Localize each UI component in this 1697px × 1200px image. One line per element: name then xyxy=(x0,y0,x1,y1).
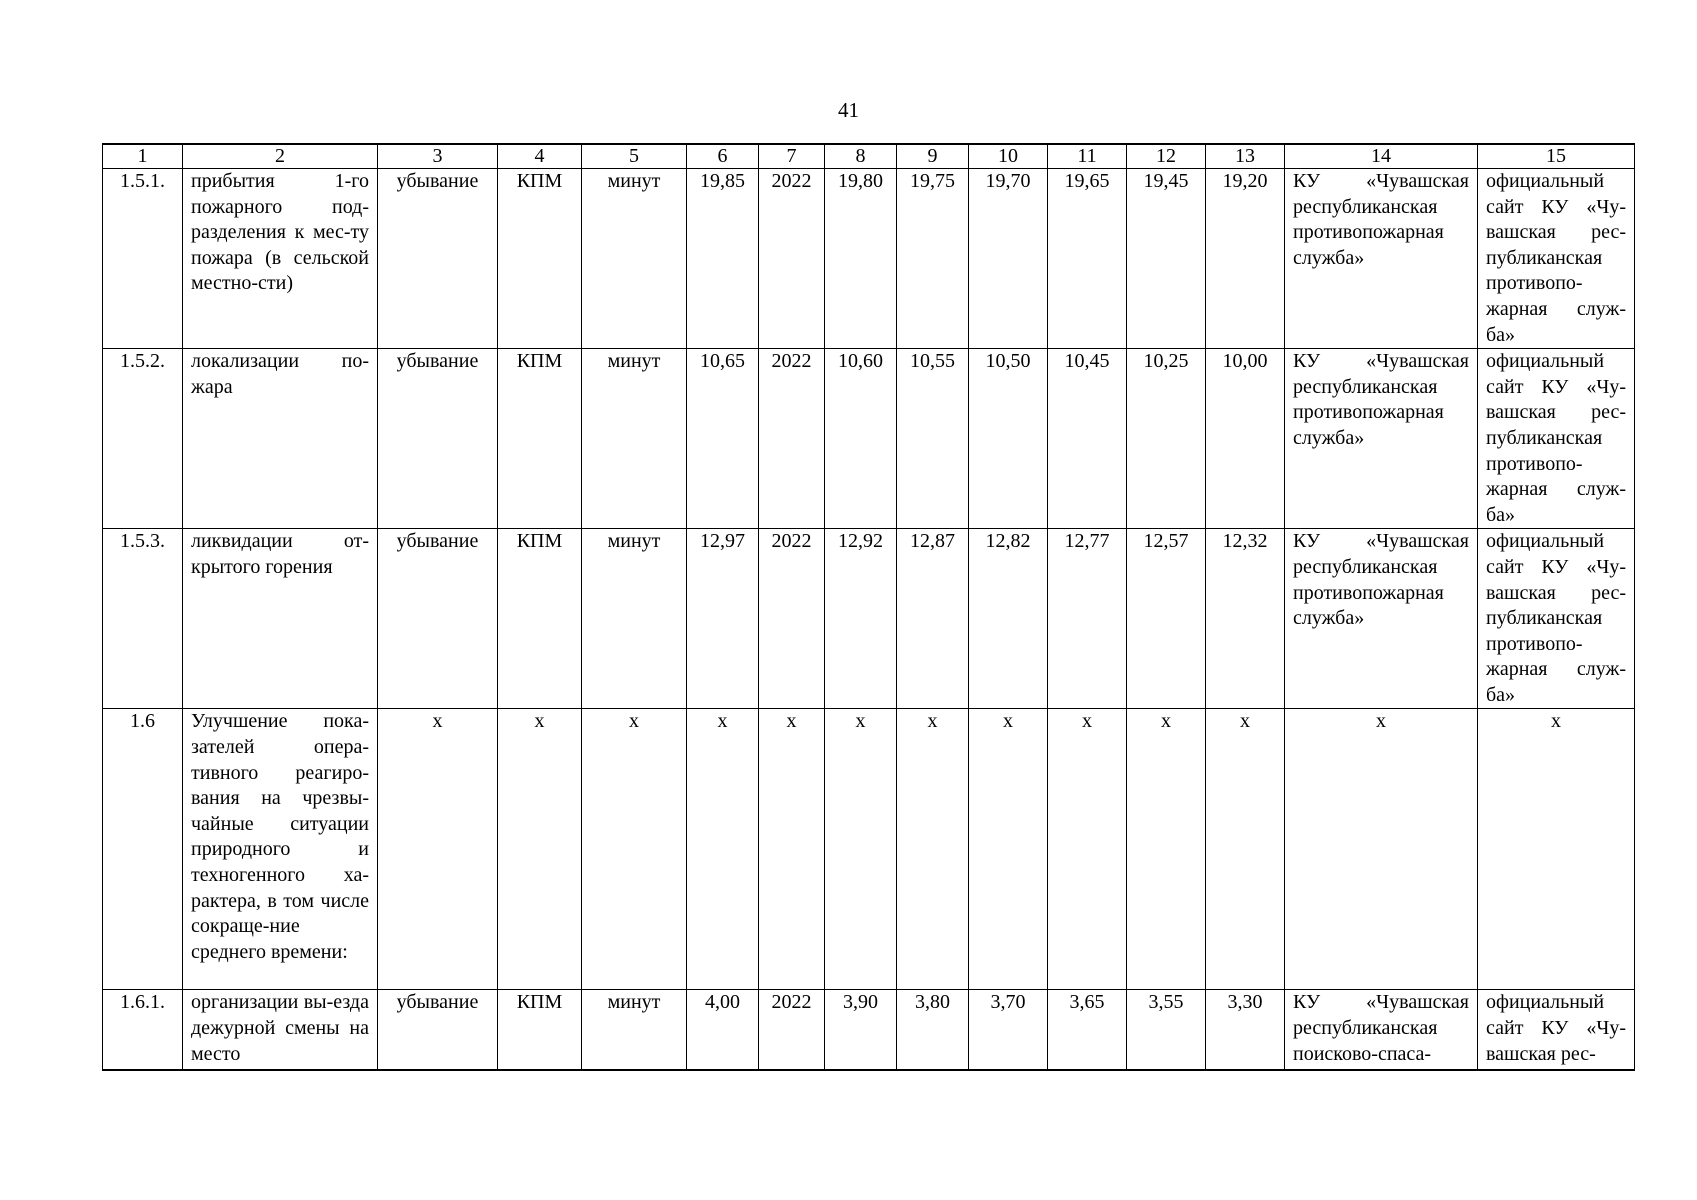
value-cell: 12,32 xyxy=(1206,529,1285,709)
value-cell: 12,77 xyxy=(1048,529,1127,709)
unit-cell: минут xyxy=(582,990,687,1070)
value-cell: 12,82 xyxy=(969,529,1048,709)
column-header: 10 xyxy=(969,144,1048,169)
type-cell: КПМ xyxy=(498,169,582,349)
column-header: 8 xyxy=(825,144,897,169)
base-year-cell: 2022 xyxy=(759,349,825,529)
value-cell: 19,65 xyxy=(1048,169,1127,349)
source-cell: официальный сайт КУ «Чу-вашская рес-публиканская противопо-жарная служ-ба» xyxy=(1478,169,1635,349)
value-cell: 19,45 xyxy=(1127,169,1206,349)
row-number: 1.6 xyxy=(103,709,183,990)
responsible-cell: КУ «Чувашская республиканская противопожарная служба» xyxy=(1285,169,1478,349)
column-header: 9 xyxy=(897,144,969,169)
value-cell: 10,25 xyxy=(1127,349,1206,529)
table-row xyxy=(103,169,1635,349)
column-header: 5 xyxy=(582,144,687,169)
value-cell: 19,75 xyxy=(897,169,969,349)
column-header: 13 xyxy=(1206,144,1285,169)
value-cell: 10,55 xyxy=(897,349,969,529)
value-cell: х xyxy=(825,709,897,990)
base-value-cell: 10,65 xyxy=(687,349,759,529)
column-header: 7 xyxy=(759,144,825,169)
value-cell: 19,20 xyxy=(1206,169,1285,349)
value-cell: 12,92 xyxy=(825,529,897,709)
value-cell: 19,70 xyxy=(969,169,1048,349)
base-year-cell: х xyxy=(759,709,825,990)
unit-cell: минут xyxy=(582,529,687,709)
indicator-name: ликвидации от-крытого горения xyxy=(183,529,378,709)
value-cell: 3,80 xyxy=(897,990,969,1070)
column-header: 3 xyxy=(378,144,498,169)
base-value-cell: 12,97 xyxy=(687,529,759,709)
value-cell: х xyxy=(969,709,1048,990)
table-header-row xyxy=(103,144,1635,169)
trend-cell: х xyxy=(378,709,498,990)
responsible-cell: х xyxy=(1285,709,1478,990)
value-cell: 3,70 xyxy=(969,990,1048,1070)
column-header: 14 xyxy=(1285,144,1478,169)
value-cell: 12,57 xyxy=(1127,529,1206,709)
column-header: 1 xyxy=(103,144,183,169)
value-cell: 10,00 xyxy=(1206,349,1285,529)
value-cell: х xyxy=(1206,709,1285,990)
column-header: 15 xyxy=(1478,144,1635,169)
base-value-cell: х xyxy=(687,709,759,990)
value-cell: х xyxy=(1048,709,1127,990)
trend-cell: убывание xyxy=(378,529,498,709)
base-value-cell: 19,85 xyxy=(687,169,759,349)
row-number: 1.6.1. xyxy=(103,990,183,1070)
type-cell: х xyxy=(498,709,582,990)
indicator-name: прибытия 1-го пожарного под-разделения к мес-ту пожара (в сельской местно-сти) xyxy=(183,169,378,349)
table-row xyxy=(103,529,1635,709)
value-cell: х xyxy=(1127,709,1206,990)
indicator-name: организации вы-езда дежурной смены на место xyxy=(183,990,378,1070)
table-row xyxy=(103,349,1635,529)
value-cell: 10,60 xyxy=(825,349,897,529)
value-cell: 3,55 xyxy=(1127,990,1206,1070)
base-value-cell: 4,00 xyxy=(687,990,759,1070)
indicator-name: Улучшение пока-зателей опера-тивного реагиро-вания на чрезвы-чайные ситуации природного и техногенного ха-рактера, в том числе сокраще-ние среднего времени: xyxy=(183,709,378,990)
source-cell: официальный сайт КУ «Чу-вашская рес-публиканская противопо-жарная служ-ба» xyxy=(1478,529,1635,709)
row-number: 1.5.2. xyxy=(103,349,183,529)
trend-cell: убывание xyxy=(378,169,498,349)
indicator-name: локализации по-жара xyxy=(183,349,378,529)
unit-cell: минут xyxy=(582,169,687,349)
page-number: 41 xyxy=(838,98,859,122)
responsible-cell: КУ «Чувашская республиканская противопожарная служба» xyxy=(1285,349,1478,529)
value-cell: 3,30 xyxy=(1206,990,1285,1070)
unit-cell: минут xyxy=(582,349,687,529)
table-row xyxy=(103,990,1635,1070)
base-year-cell: 2022 xyxy=(759,169,825,349)
column-header: 6 xyxy=(687,144,759,169)
type-cell: КПМ xyxy=(498,529,582,709)
value-cell: 10,50 xyxy=(969,349,1048,529)
unit-cell: х xyxy=(582,709,687,990)
value-cell: 12,87 xyxy=(897,529,969,709)
responsible-cell: КУ «Чувашская республиканская противопожарная служба» xyxy=(1285,529,1478,709)
trend-cell: убывание xyxy=(378,349,498,529)
responsible-cell: КУ «Чувашская республиканская поисково-спаса- xyxy=(1285,990,1478,1070)
value-cell: 3,90 xyxy=(825,990,897,1070)
source-cell: официальный сайт КУ «Чу-вашская рес-публиканская противопо-жарная служ-ба» xyxy=(1478,349,1635,529)
table-row xyxy=(103,709,1635,990)
row-number: 1.5.1. xyxy=(103,169,183,349)
type-cell: КПМ xyxy=(498,990,582,1070)
column-header: 2 xyxy=(183,144,378,169)
source-cell: официальный сайт КУ «Чу-вашская рес- xyxy=(1478,990,1635,1070)
base-year-cell: 2022 xyxy=(759,529,825,709)
row-number: 1.5.3. xyxy=(103,529,183,709)
value-cell: 19,80 xyxy=(825,169,897,349)
value-cell: 10,45 xyxy=(1048,349,1127,529)
source-cell: х xyxy=(1478,709,1635,990)
value-cell: х xyxy=(897,709,969,990)
trend-cell: убывание xyxy=(378,990,498,1070)
column-header: 4 xyxy=(498,144,582,169)
value-cell: 3,65 xyxy=(1048,990,1127,1070)
column-header: 12 xyxy=(1127,144,1206,169)
type-cell: КПМ xyxy=(498,349,582,529)
indicators-table xyxy=(102,143,1635,1071)
base-year-cell: 2022 xyxy=(759,990,825,1070)
column-header: 11 xyxy=(1048,144,1127,169)
